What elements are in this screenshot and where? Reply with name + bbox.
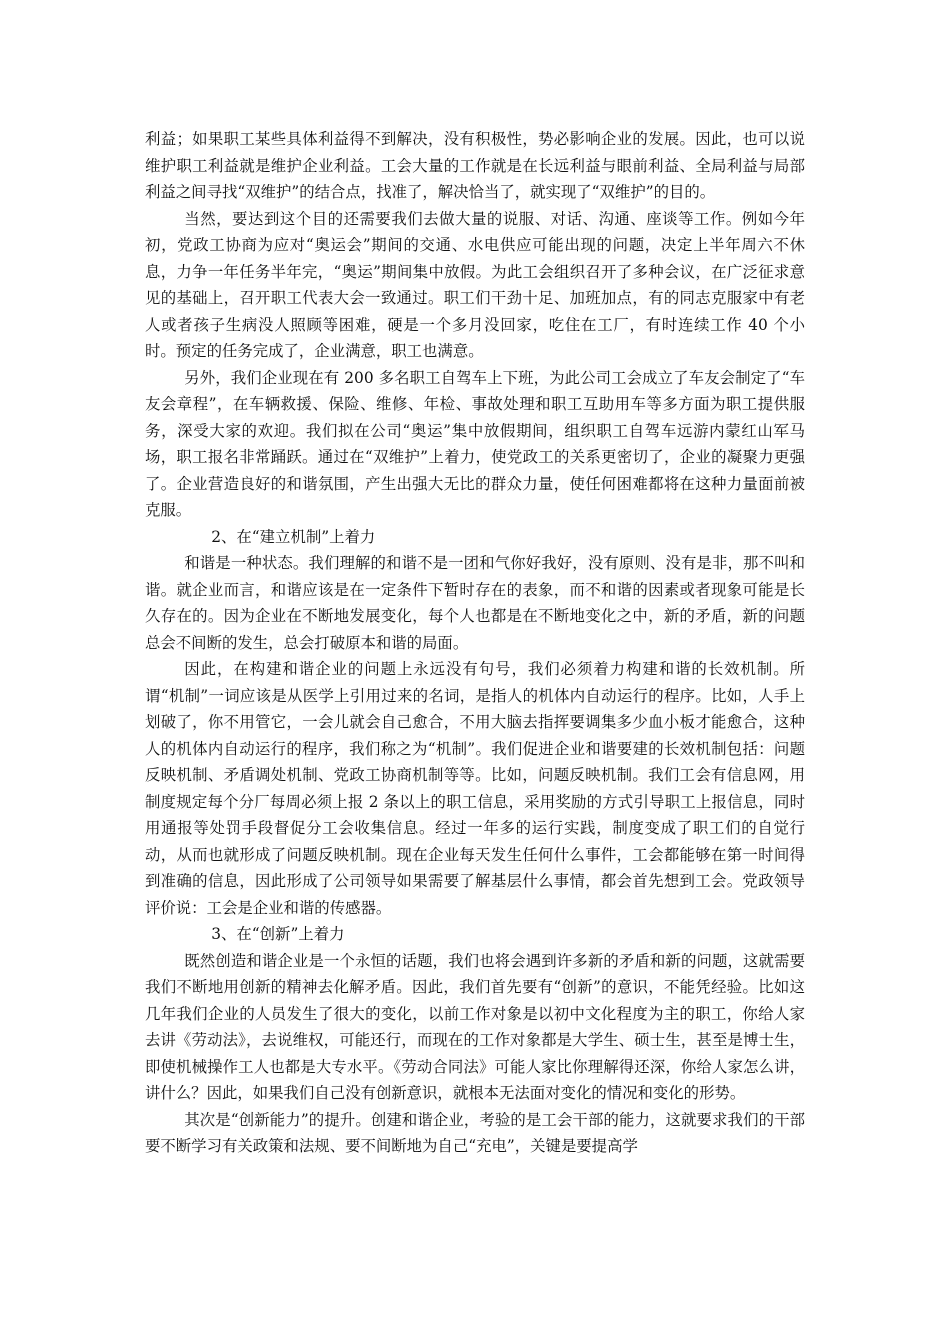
- section-heading-innovation: 3、在“创新”上着力: [211, 925, 345, 943]
- paragraph-harmony-state: 和谐是一种状态。我们理解的和谐不是一团和气你好我好，没有原则、没有是非，那不叫和谐。就企业而言，和谐应该是在一定条件下暂时存在的表象，而不和谐的因素或者现象可能是长久存在的。因为企业在不断地发展变化，每个人也都是在不断地变化之中，新的矛盾，新的问题总会不间断的发生，总会打破原本和谐的局面。: [145, 554, 805, 652]
- paragraph-innovation-awareness: 既然创造和谐企业是一个永恒的话题，我们也将会遇到许多新的矛盾和新的问题，这就需要我们不断地用创新的精神去化解矛盾。因此，我们首先要有“创新”的意识，不能凭经验。比如这几年我们企业的人员发生了很大的变化，以前工作对象是以初中文化程度为主的职工，你给人家去讲《劳动法》，去说维权，可能还行，而现在的工作对象都是大学生、硕士生，甚至是博士生，即使机械操作工人也都是大专水平。《劳动合同法》可能人家比你理解得还深，你给人家怎么讲，讲什么？因此，如果我们自己没有创新意识，就根本无法面对变化的情况和变化的形势。: [145, 951, 805, 1102]
- document-body: [145, 126, 805, 1160]
- section-heading-mechanism: 2、在“建立机制”上着力: [211, 527, 376, 546]
- paragraph-long-term-mechanism: 因此，在构建和谐企业的问题上永远没有句号，我们必须着力构建和谐的长效机制。所谓“机制”一词应该是从医学上引用过来的名词，是指人的机体内自动运行的程序。比如，人手上划破了，你不用管它，一会儿就会自己愈合，不用大脑去指挥要调集多少血小板才能愈合，这种人的机体内自动运行的程序，我们称之为“机制”。我们促进企业和谐要建的长效机制包括：问题反映机制、矛盾调处机制、党政工协商机制等等。比如，问题反映机制。我们工会有信息网，用制度规定每个分厂每周必须上报 2 条以上的职工信息，采用奖励的方式引导职工上报信息，同时用通报等处罚手段督促分工会收集信息。经过一年多的运行实践，制度变成了职工们的自觉行动，从而也就形成了问题反映机制。现在企业每天发生任何什么事件，工会都能够在第一时间得到准确的信息，因此形成了公司领导如果需要了解基层什么事情，都会首先想到工会。党政领导评价说：工会是企业和谐的传感器。: [145, 660, 805, 917]
- paragraph-innovation-ability: 其次是“创新能力”的提升。创建和谐企业，考验的是工会干部的能力，这就要求我们的干部要不断学习有关政策和法规、要不间断地为自己“充电”，关键是要提高学: [145, 1110, 805, 1155]
- paragraph-continuation: 利益；如果职工某些具体利益得不到解决，没有积极性，势必影响企业的发展。因此，也可以说维护职工利益就是维护企业利益。工会大量的工作就是在长远利益与眼前利益、全局利益与局部利益之间寻找“双维护”的结合点，找准了，解决恰当了，就实现了“双维护”的目的。: [145, 130, 805, 201]
- paragraph-car-club: 另外，我们企业现在有 200 多名职工自驾车上下班，为此公司工会成立了车友会制定了“车友会章程”，在车辆救援、保险、维修、年检、事故处理和职工互助用车等多方面为职工提供服务，深受大家的欢迎。我们拟在公司“奥运”集中放假期间，组织职工自驾车远游内蒙红山军马场，职工报名非常踊跃。通过在“双维护”上着力，使党政工的关系更密切了，企业的凝聚力更强了。企业营造良好的和谐氛围，产生出强大无比的群众力量，使任何困难都将在这种力量面前被克服。: [145, 368, 805, 519]
- paragraph-olympics-work: 当然，要达到这个目的还需要我们去做大量的说服、对话、沟通、座谈等工作。例如今年初，党政工协商为应对“奥运会”期间的交通、水电供应可能出现的问题，决定上半年周六不休息，力争一年任务半年完，“奥运”期间集中放假。为此工会组织召开了多种会议，在广泛征求意见的基础上，召开职工代表大会一致通过。职工们干劲十足、加班加点，有的同志克服家中有老人或者孩子生病没人照顾等困难，硬是一个多月没回家，吃住在工厂，有时连续工作 40 个小时。预定的任务完成了，企业满意，职工也满意。: [145, 209, 805, 360]
